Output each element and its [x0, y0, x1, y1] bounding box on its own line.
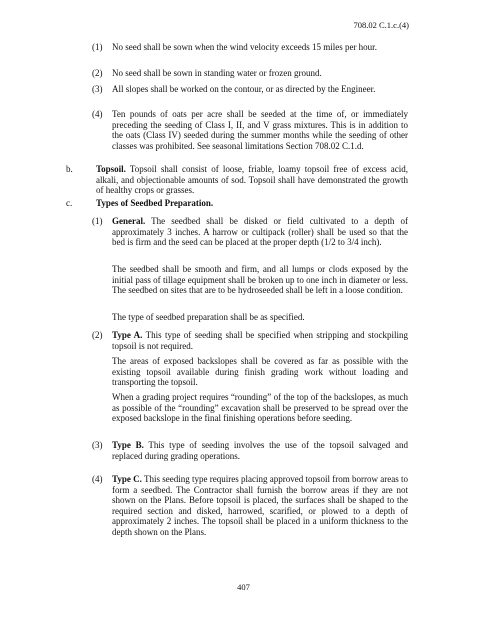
- section-reference-header: 708.02 C.1.c.(4): [353, 20, 409, 30]
- item-text: This type of seeding shall be specified when stripping and stockpiling topsoil is not required.: [112, 330, 408, 351]
- c-item-type-c: [92, 474, 409, 538]
- section-title: Topsoil.: [96, 164, 126, 174]
- list-item-number: (1): [92, 216, 103, 226]
- section-letter: b.: [66, 164, 73, 174]
- section-title: Types of Seedbed Preparation.: [96, 198, 214, 208]
- list-item-number: (4): [92, 109, 103, 119]
- section-letter: c.: [66, 198, 73, 208]
- list-item-number: (3): [92, 84, 103, 94]
- c-type-a-paragraph-3: When a grading project requires “rounding” of the top of the backslopes, as much as possible of the “rounding” excavation shall be preserved to be spread over the exposed backslope in the final finishing operations before seeding.: [112, 392, 408, 424]
- list-item-2: [92, 68, 408, 79]
- list-item-number: (2): [92, 330, 103, 340]
- item-text: This seeding type requires placing approved topsoil from borrow areas to form a seedbed. The Contractor shall furnish the borrow areas if they are not shown on the Plans. Before topsoil is placed, the surfaces shall be shaped to the required section and disked, harrowed, scarified, or plowed to a depth of approximately 2 inches. The topsoil shall be placed in a uniform thickness to the depth shown on the Plans.: [112, 474, 409, 537]
- list-item-number: (1): [92, 42, 103, 52]
- c-general-paragraph-2: The seedbed shall be smooth and firm, and all lumps or clods exposed by the initial pass of tillage equipment shall be broken up to one inch in diameter or less. The seedbed on sites that are to be hydroseeded shall be left in a loose condition.: [112, 264, 408, 296]
- section-c: [66, 198, 408, 209]
- section-text: Topsoil shall consist of loose, friable, loamy topsoil free of excess acid, alkali, and objectionable amounts of sod. Topsoil shall have demonstrated the growth of healthy crops or grasses.: [96, 164, 408, 196]
- c-type-a-paragraph-2: The areas of exposed backslopes shall be covered as far as possible with the existing topsoil available during finish grading work without loading and transporting the topsoil.: [112, 356, 408, 388]
- c-item-type-a: [92, 330, 408, 351]
- c-item-general: [92, 216, 408, 248]
- list-item-text: Ten pounds of oats per acre shall be seeded at the time of, or immediately preceding the seeding of Class I, II, and V grass mixtures. This is in addition to the oats (Class IV) seeded during the summer months while the seeding of other classes was prohibited. See seasonal limitations Section 708.02 C.1.d.: [112, 109, 408, 151]
- list-item-text: No seed shall be sown when the wind velocity exceeds 15 miles per hour.: [112, 42, 377, 52]
- item-title: Type A.: [112, 330, 143, 340]
- item-title: General.: [112, 216, 146, 226]
- c-item-type-b: [92, 440, 408, 461]
- list-item-3: [92, 84, 408, 95]
- list-item-number: (2): [92, 68, 103, 78]
- item-title: Type C.: [112, 474, 142, 484]
- page-footer: [0, 582, 495, 593]
- item-text: The seedbed shall be disked or field cultivated to a depth of approximately 3 inches. A harrow or cultipack (roller) shall be used so that the bed is firm and the seed can be placed at the proper depth (1/2 to 3/4 inch).: [112, 216, 408, 248]
- list-item-4: [92, 109, 408, 151]
- list-item-text: All slopes shall be worked on the contour, or as directed by the Engineer.: [112, 84, 376, 94]
- c-general-paragraph-3: The type of seedbed preparation shall be as specified.: [112, 312, 305, 322]
- list-item-number: (4): [92, 474, 103, 484]
- section-b: [66, 164, 408, 196]
- item-title: Type B.: [112, 440, 144, 450]
- list-item-text: No seed shall be sown in standing water or frozen ground.: [112, 68, 322, 78]
- list-item-1: [92, 42, 408, 53]
- page-number: 407: [237, 582, 250, 592]
- item-text: This type of seeding involves the use of the topsoil salvaged and replaced during grading operations.: [112, 440, 408, 461]
- list-item-number: (3): [92, 440, 103, 450]
